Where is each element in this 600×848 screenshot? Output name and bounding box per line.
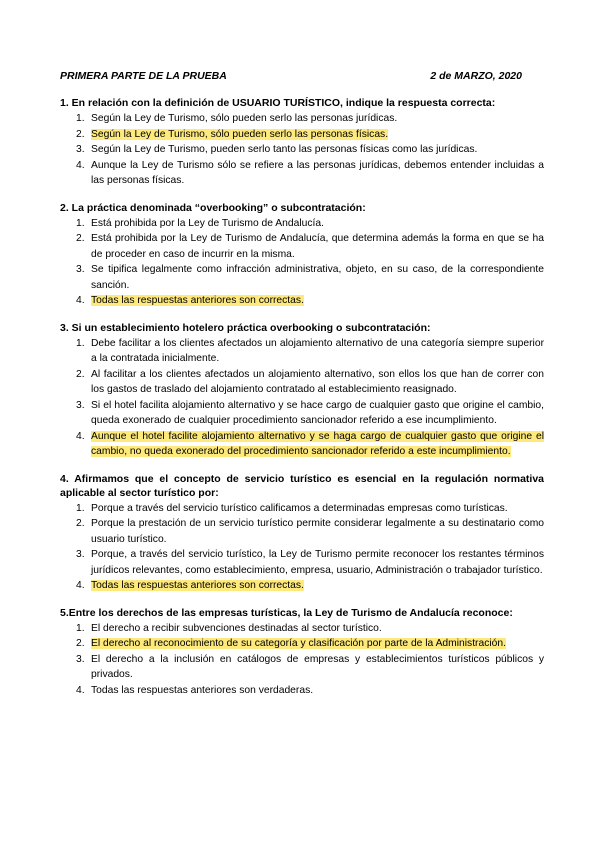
question-title: 4. Afirmamos que el concepto de servicio turístico es esencial en la regulación normativa aplicable al sector turístico por: [60,472,544,499]
answer-option-highlighted [60,127,544,143]
option-text: Porque a través del servicio turístico calificamos a determinadas empresas como turísticas. [91,502,508,514]
page-header [60,70,544,82]
option-text: Porque la prestación de un servicio turístico permite considerar legalmente a su destinatario como usuario turístico. [91,518,544,545]
answer-option [60,516,544,547]
option-number: 1. [76,337,85,349]
answer-option [60,367,544,398]
option-number: 1. [76,217,85,229]
option-text: Según la Ley de Turismo, sólo pueden serlo las personas físicas. [91,128,389,140]
answer-option [60,336,544,367]
question-2 [60,201,544,309]
exam-page [60,70,544,710]
question-4 [60,472,544,594]
question-1 [60,96,544,189]
answer-list [60,621,544,699]
option-number: 3. [76,264,85,275]
answer-option [60,231,544,262]
answer-option-highlighted [60,578,544,594]
answer-list [60,501,544,594]
answer-option [60,142,544,158]
option-text: Al facilitar a los clientes afectados un alojamiento alternativo, son ellos los que han de correr con los gastos de traslado del alojamiento contratado al establecimiento reasignado. [91,368,544,395]
option-number: 2. [76,368,85,380]
answer-list [60,336,544,460]
option-number: 2. [76,638,85,649]
answer-option [60,111,544,127]
option-text: El derecho al reconocimiento de su categoría y clasificación por parte de la Administración. [91,638,506,649]
answer-option [60,547,544,578]
option-text: Está prohibida por la Ley de Turismo de Andalucía, que determina además la forma en que se ha de proceder en caso de incurrir en la misma. [91,233,544,260]
option-number: 4. [76,684,85,696]
option-text: Todas las respuestas anteriores son correctas. [91,295,304,306]
answer-list [60,111,544,189]
option-number: 2. [76,128,85,140]
option-number: 1. [76,502,85,514]
option-text: Según la Ley de Turismo, sólo pueden serlo las personas jurídicas. [91,113,398,124]
option-text: Está prohibida por la Ley de Turismo de Andalucía. [91,217,324,229]
question-title: 2. La práctica denominada “overbooking” o subcontratación: [60,201,366,214]
option-number: 2. [76,233,85,244]
answer-option-highlighted [60,429,544,460]
answer-option [60,262,544,293]
answer-list [60,216,544,309]
answer-option [60,683,544,699]
option-number: 4. [76,430,85,442]
option-number: 4. [76,159,85,171]
option-number: 2. [76,518,85,529]
option-text: Aunque el hotel facilite alojamiento alternativo y se haga cargo de cualquier gasto que origine el cambio, no queda exonerado del procedimiento sancionador referido a este incumplimiento. [91,430,544,457]
option-text: Todas las respuestas anteriores son verdaderas. [91,684,314,696]
option-text: Aunque la Ley de Turismo sólo se refiere a las personas jurídicas, debemos entender incluidas a las personas físicas. [91,159,544,186]
answer-option-highlighted [60,293,544,309]
question-5 [60,606,544,699]
question-title: 3. Si un establecimiento hotelero práctica overbooking o subcontratación: [60,321,431,334]
option-text: El derecho a recibir subvenciones destinadas al sector turístico. [91,622,382,634]
answer-option [60,621,544,637]
option-text: Porque, a través del servicio turístico, la Ley de Turismo permite reconocer los restantes términos jurídicos relevantes, como establecimiento, empresa, usuario, Administración o trabajador turístico. [91,549,544,576]
question-title: 1. En relación con la definición de USUARIO TURÍSTICO, indique la respuesta correcta: [60,97,496,109]
option-number: 3. [76,653,85,665]
question-3 [60,321,544,460]
answer-option [60,158,544,189]
option-number: 4. [76,580,85,591]
answer-option [60,398,544,429]
answer-option [60,501,544,517]
option-text: Si el hotel facilita alojamiento alternativo y se hace cargo de cualquier gasto que origine el cambio, queda exonerado de cualquier procedimiento sancionador referido a ese incumplimiento. [91,399,544,426]
answer-option [60,216,544,232]
exam-title: PRIMERA PARTE DE LA PRUEBA [60,70,227,82]
option-number: 3. [76,399,85,411]
option-text: El derecho a la inclusión en catálogos de empresas y establecimientos turísticos públicos y privados. [91,653,544,680]
option-text: Debe facilitar a los clientes afectados un alojamiento alternativo de una categoría siempre superior a la contratada inicialmente. [91,337,544,364]
option-number: 4. [76,295,85,306]
answer-option [60,652,544,683]
option-number: 1. [76,113,85,124]
option-text: Todas las respuestas anteriores son correctas. [91,580,304,591]
exam-date: 2 de MARZO, 2020 [430,70,522,82]
option-number: 3. [76,144,85,155]
option-text: Se tipifica legalmente como infracción administrativa, objeto, en su caso, de la correspondiente sanción. [91,264,544,291]
question-title: 5.Entre los derechos de las empresas turísticas, la Ley de Turismo de Andalucía reconoce: [60,606,513,619]
answer-option-highlighted [60,636,544,652]
option-number: 1. [76,622,85,634]
option-text: Según la Ley de Turismo, pueden serlo tanto las personas físicas como las jurídicas. [91,144,478,155]
option-number: 3. [76,549,85,560]
